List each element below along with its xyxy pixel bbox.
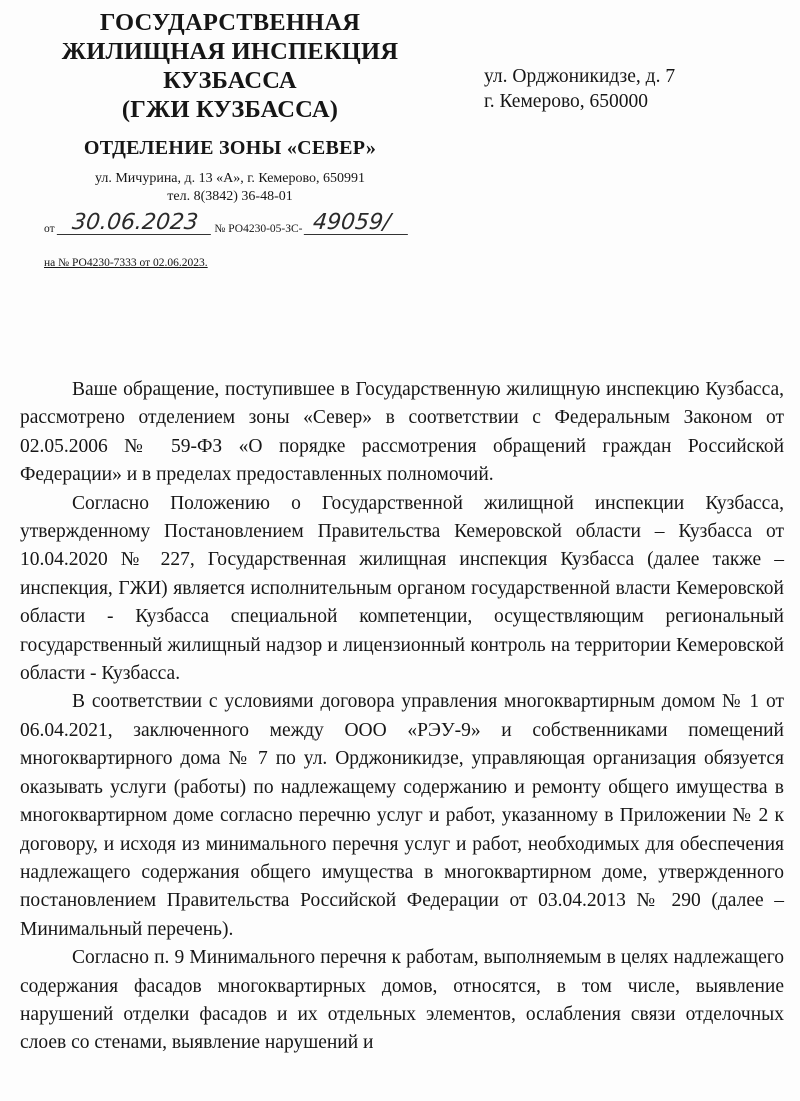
recipient-street: ул. Орджоникидзе, д. 7 — [484, 66, 676, 87]
org-name-line-4: (ГЖИ КУЗБАССА) — [121, 96, 339, 123]
number-label: № РО4230-05-ЗС- — [214, 223, 303, 235]
org-name-line-3: КУЗБАССА — [163, 67, 297, 94]
paragraph-1: Ваше обращение, поступившее в Государственную жилищную инспекцию Кузбасса, рассмотрено отделением зоны «Север» в соответствии с Федеральным Законом от 02.05.2006 № 59-ФЗ «О порядке рассмотрения обращений граждан Российской Федерации» и в пределах предоставленных полномочий. — [20, 379, 784, 486]
paragraph-4: Согласно п. 9 Минимального перечня к работам, выполняемым в целях надлежащего содержания фасадов многоквартирных домов, относятся, в том числе, выявление нарушений отделки фасадов и их отдельных элементов, ослабления связи отделочных слоев со стенами, выявление нарушений и — [20, 947, 784, 1054]
recipient-address — [484, 64, 675, 114]
sender-address: ул. Мичурина, д. 13 «А», г. Кемерово, 650991 — [94, 171, 366, 186]
reply-reference: на № РО4230-7333 от 02.06.2023. — [44, 257, 208, 269]
recipient-city: г. Кемерово, 650000 — [484, 91, 649, 112]
department-title: ОТДЕЛЕНИЕ ЗОНЫ «СЕВЕР» — [83, 137, 377, 159]
sender-phone: тел. 8(3842) 36-48-01 — [167, 189, 293, 204]
letter-body — [20, 376, 784, 1058]
handwritten-date: 30.06.2023 — [56, 212, 212, 235]
from-label: от — [44, 223, 55, 235]
registration-line — [44, 212, 409, 235]
paragraph-3: В соответствии с условиями договора управления многоквартирным домом № 1 от 06.04.2021, заключенного между ООО «РЭУ-9» и собственниками помещений многоквартирного дома № 7 по ул. Орджоникидзе, управляющая организация обязуется оказывать услуги (работы) по надлежащему содержанию и ремонту общего имущества в многоквартирном доме согласно перечню услуг и работ, указанному в Приложении № 2 к договору, и исходя из минимального перечня услуг и работ, необходимых для обеспечения надлежащего содержания общего имущества в многоквартирном доме, утвержденного постановлением Правительства Российской Федерации от 03.04.2013 № 290 (далее – Минимальный перечень). — [20, 691, 784, 940]
handwritten-number: 49059/ — [304, 212, 410, 235]
org-name-line-2: ЖИЛИЩНАЯ ИНСПЕКЦИЯ — [61, 38, 399, 65]
sender-block — [20, 8, 440, 205]
paragraph-2: Согласно Положению о Государственной жилищной инспекции Кузбасса, утвержденному Постановлением Правительства Кемеровской области – Кузбасса от 10.04.2020 № 227, Государственная жилищная инспекция Кузбасса (далее также – инспекция, ГЖИ) является исполнительным органом государственной власти Кемеровской области - Кузбасса специальной компетенции, осуществляющим региональный государственный жилищный надзор и лицензионный контроль на территории Кемеровской области - Кузбасса. — [20, 492, 784, 685]
org-name-line-1: ГОСУДАРСТВЕННАЯ — [99, 9, 361, 36]
